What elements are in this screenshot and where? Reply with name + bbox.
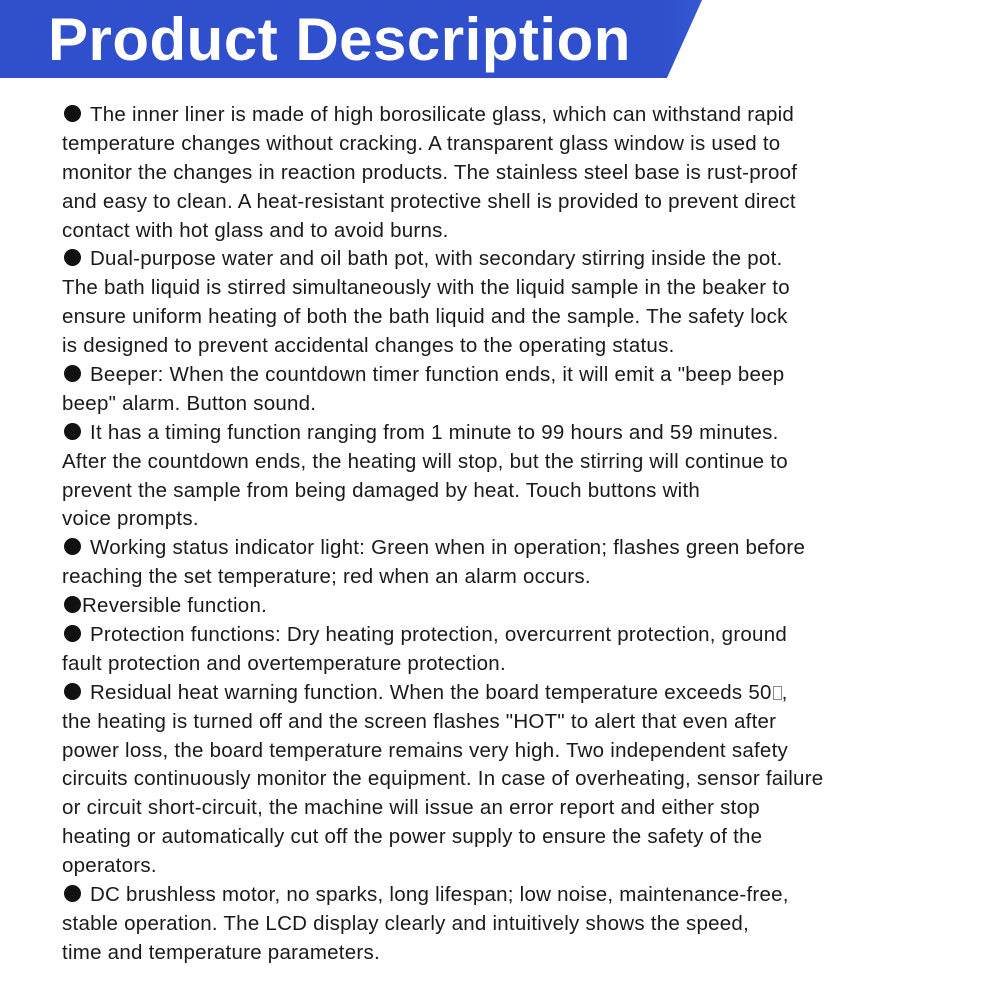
- line-text: Beeper: When the countdown timer function ends, it will emit a "beep beep: [90, 363, 785, 387]
- line-text: temperature changes without cracking. A transparent glass window is used to: [62, 131, 781, 155]
- description-line: [62, 794, 962, 823]
- line-text: Working status indicator light: Green when in operation; flashes green before: [90, 536, 806, 560]
- line-text: circuits continuously monitor the equipment. In case of overheating, sensor failure: [62, 767, 824, 791]
- description-line: [62, 563, 962, 592]
- description-line: [62, 910, 962, 939]
- description-line: [62, 419, 962, 448]
- line-text: voice prompts.: [62, 507, 199, 531]
- line-text: time and temperature parameters.: [62, 940, 380, 964]
- line-text: It has a timing function ranging from 1 minute to 99 hours and 59 minutes.: [90, 420, 779, 444]
- description-line: [62, 217, 962, 246]
- description-line: [62, 245, 962, 274]
- description-line: [62, 188, 962, 217]
- line-text: Dual-purpose water and oil bath pot, with secondary stirring inside the pot.: [90, 247, 783, 271]
- description-line: [62, 737, 962, 766]
- line-text: or circuit short-circuit, the machine will issue an error report and either stop: [62, 796, 760, 820]
- description-line: [62, 621, 962, 650]
- description-line: [62, 534, 962, 563]
- description-line: [62, 130, 962, 159]
- line-text: heating or automatically cut off the power supply to ensure the safety of the: [62, 825, 763, 849]
- line-text: power loss, the board temperature remains very high. Two independent safety: [62, 738, 789, 762]
- description-line: [62, 765, 962, 794]
- description-line: [62, 303, 962, 332]
- line-text: the heating is turned off and the screen flashes "HOT" to alert that even after: [62, 709, 777, 733]
- line-text: beep" alarm. Button sound.: [62, 391, 317, 415]
- description-line: [62, 852, 962, 881]
- line-text: Protection functions: Dry heating protection, overcurrent protection, ground: [90, 623, 788, 647]
- line-text: fault protection and overtemperature protection.: [62, 651, 506, 675]
- line-text: contact with hot glass and to avoid burns.: [62, 218, 449, 242]
- description-line: [62, 881, 962, 910]
- bullet-icon: [64, 105, 81, 122]
- description-line: [62, 939, 962, 968]
- description-line: [62, 448, 962, 477]
- bullet-icon: [64, 683, 81, 700]
- description-line: [62, 332, 962, 361]
- description-line: [62, 477, 962, 506]
- line-text: The bath liquid is stirred simultaneously with the liquid sample in the beaker to: [62, 276, 790, 300]
- bullet-icon: [64, 885, 81, 902]
- line-text: prevent the sample from being damaged by heat. Touch buttons with: [62, 478, 701, 502]
- description-line: [62, 101, 962, 130]
- line-suffix: ,: [781, 680, 788, 704]
- product-description: [62, 101, 962, 968]
- line-text: and easy to clean. A heat-resistant protective shell is provided to prevent direct: [62, 189, 796, 213]
- description-line: [62, 592, 962, 621]
- missing-glyph-icon: [773, 686, 782, 700]
- bullet-icon: [64, 538, 81, 555]
- page-title: Product Description: [48, 6, 631, 73]
- description-line: [62, 505, 962, 534]
- bullet-icon: [64, 423, 81, 440]
- description-line: [62, 708, 962, 737]
- bullet-icon: [64, 365, 81, 382]
- bullet-icon: [64, 249, 81, 266]
- line-text: monitor the changes in reaction products. The stainless steel base is rust-proof: [62, 160, 798, 184]
- description-line: [62, 679, 962, 708]
- line-text: stable operation. The LCD display clearly and intuitively shows the speed,: [62, 911, 750, 935]
- description-line: [62, 650, 962, 679]
- bullet-icon: [64, 596, 81, 613]
- line-text: operators.: [62, 854, 157, 878]
- description-line: [62, 159, 962, 188]
- line-text: DC brushless motor, no sparks, long lifespan; low noise, maintenance-free,: [90, 883, 789, 907]
- description-line: [62, 274, 962, 303]
- line-text: reaching the set temperature; red when an alarm occurs.: [62, 565, 591, 589]
- line-text: The inner liner is made of high borosilicate glass, which can withstand rapid: [90, 103, 795, 126]
- description-line: [62, 823, 962, 852]
- line-text: Residual heat warning function. When the board temperature exceeds 50: [90, 680, 772, 704]
- description-line: [62, 390, 962, 419]
- description-line: [62, 361, 962, 390]
- line-text: ensure uniform heating of both the bath liquid and the sample. The safety lock: [62, 305, 788, 329]
- line-text: Reversible function.: [82, 594, 268, 618]
- bullet-icon: [64, 625, 81, 642]
- line-text: After the countdown ends, the heating will stop, but the stirring will continue to: [62, 449, 788, 473]
- line-text: is designed to prevent accidental changes to the operating status.: [62, 334, 675, 358]
